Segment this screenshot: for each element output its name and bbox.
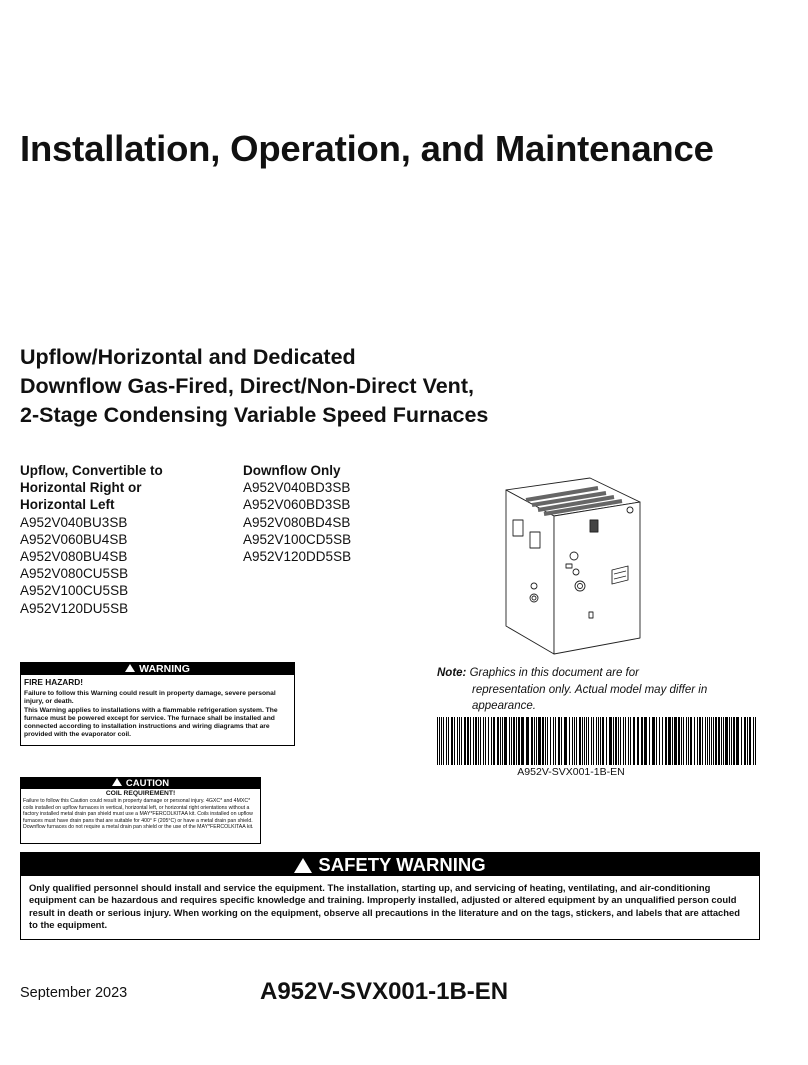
barcode-bar <box>606 717 607 765</box>
barcode-bar <box>628 717 629 765</box>
barcode-bar <box>475 717 477 765</box>
barcode-bar <box>615 717 617 765</box>
barcode-bar <box>441 717 442 765</box>
graphics-note <box>437 665 757 715</box>
model-number: A952V120DU5SB <box>20 600 129 616</box>
barcode-bar <box>733 717 735 765</box>
barcode-bar <box>542 717 544 765</box>
model-number: A952V100CU5SB <box>20 583 129 599</box>
barcode-bar <box>707 717 708 765</box>
caution-title: COIL REQUIREMENT! <box>105 790 176 797</box>
barcode-bar <box>485 717 486 765</box>
safety-header-label: SAFETY WARNING <box>318 854 486 875</box>
subtitle-line: Downflow Gas-Fired, Direct/Non-Direct Vent, <box>20 374 474 398</box>
barcode-bar <box>637 717 639 765</box>
barcode-bar <box>699 717 701 765</box>
barcode-bar <box>598 717 599 765</box>
barcode-bar <box>536 717 537 765</box>
barcode-bar <box>521 717 524 765</box>
barcode-bar <box>659 717 660 765</box>
barcode-bar <box>488 717 489 765</box>
page-title: Installation, Operation, and Maintenance <box>20 128 714 169</box>
barcode-bar <box>553 717 554 765</box>
barcode-text: A952V-SVX001-1B-EN <box>517 766 625 778</box>
barcode-bar <box>582 717 583 765</box>
barcode-bar <box>725 717 728 765</box>
barcode-bar <box>538 717 541 765</box>
barcode-bar <box>561 717 562 765</box>
warning-text: This Warning applies to installations with a flammable refrigeration system. The furnace must be powered except for service. The furnace shall be installed and connected according to installation instructions and wiring diagrams that are provided with the evaporator coil. <box>24 706 278 739</box>
barcode-bar <box>683 717 684 765</box>
note-label: Note: <box>437 667 467 679</box>
barcode-bar <box>755 717 756 765</box>
barcode-bar <box>600 717 601 765</box>
barcode-bar <box>623 717 624 765</box>
barcode-bar <box>744 717 746 765</box>
barcode-bar <box>509 717 510 765</box>
barcode-bar <box>618 717 619 765</box>
barcode-bar <box>518 717 520 765</box>
barcode-bar <box>448 717 449 765</box>
barcode-bar <box>633 717 635 765</box>
product-subtitle <box>20 343 488 430</box>
barcode-bar <box>736 717 739 765</box>
barcode-bar <box>709 717 710 765</box>
safety-header <box>21 853 759 876</box>
warning-triangle-icon <box>294 858 312 873</box>
barcode-bar <box>711 717 712 765</box>
barcode-bar <box>572 717 573 765</box>
model-number: A952V080CU5SB <box>20 566 129 582</box>
barcode-bar <box>602 717 604 765</box>
barcode-bar <box>584 717 585 765</box>
safety-warning-box <box>20 852 760 940</box>
barcode-bar <box>478 717 479 765</box>
model-number: A952V080BU4SB <box>20 549 128 565</box>
barcode-bar <box>741 717 742 765</box>
barcode-bar <box>550 717 551 765</box>
barcode-bar <box>483 717 484 765</box>
barcode-bar <box>749 717 751 765</box>
barcode-bar <box>457 717 458 765</box>
barcode-bar <box>513 717 515 765</box>
barcode-bar <box>668 717 671 765</box>
barcode-bar <box>652 717 655 765</box>
barcode-bar <box>502 717 503 765</box>
barcode-bar <box>591 717 592 765</box>
coil-requirement-caution-box <box>20 777 261 844</box>
barcode-bar <box>446 717 447 765</box>
barcode-bar <box>454 717 455 765</box>
warning-title: FIRE HAZARD! <box>24 677 83 687</box>
barcode-bar <box>493 717 495 765</box>
barcode-bar <box>731 717 732 765</box>
model-number: A952V100CD5SB <box>243 531 352 547</box>
model-number: A952V040BU3SB <box>20 514 128 530</box>
safety-text: Only qualified personnel should install and service the equipment. The installation, starting up, and servicing of heating, ventilating, and air-conditioning equipment can be hazardous and requires specific knowledge and training. Improperly installed, adjusted or altered equipment by an unqualified person could result in death or serious injury. When working on the equipment, observe all precautions in the literature and on the tags, stickers, and labels that are attached to the equipment. <box>29 882 740 930</box>
barcode-bar <box>723 717 724 765</box>
barcode-bar <box>721 717 722 765</box>
barcode-bar <box>497 717 499 765</box>
model-number: A952V040BD3SB <box>243 480 351 496</box>
barcode-bar <box>534 717 535 765</box>
warning-header <box>21 663 294 675</box>
publication-date: September 2023 <box>20 985 128 1001</box>
barcode-bar <box>576 717 577 765</box>
model-number: A952V120DD5SB <box>243 549 352 565</box>
barcode-bar <box>500 717 501 765</box>
barcode-bar <box>665 717 667 765</box>
barcode-bar <box>690 717 692 765</box>
barcode <box>436 717 758 767</box>
barcode-bar <box>678 717 680 765</box>
barcode-bar <box>459 717 460 765</box>
barcode-bar <box>588 717 589 765</box>
upflow-heading-line: Horizontal Right or <box>20 480 142 496</box>
document-number: A952V-SVX001-1B-EN <box>260 978 509 1005</box>
barcode-bar <box>461 717 462 765</box>
barcode-bar <box>729 717 730 765</box>
caution-header <box>21 778 260 789</box>
barcode-bar <box>747 717 748 765</box>
downflow-heading: Downflow Only <box>243 463 341 478</box>
downflow-model-list <box>243 462 351 565</box>
barcode-bar <box>596 717 597 765</box>
barcode-bar <box>641 717 643 765</box>
barcode-bar <box>715 717 717 765</box>
barcode-bar <box>674 717 677 765</box>
barcode-bar <box>470 717 471 765</box>
barcode-bar <box>451 717 453 765</box>
barcode-bar <box>625 717 626 765</box>
note-text: Graphics in this document are for <box>469 667 639 679</box>
subtitle-line: 2-Stage Condensing Variable Speed Furnaces <box>20 403 489 427</box>
barcode-bar <box>644 717 647 765</box>
fire-hazard-warning-box <box>20 662 295 746</box>
barcode-bar <box>593 717 594 765</box>
barcode-bar <box>656 717 657 765</box>
model-number: A952V080BD4SB <box>243 514 351 530</box>
warning-header-label: WARNING <box>139 663 190 675</box>
barcode-bar <box>620 717 621 765</box>
barcode-bar <box>504 717 507 765</box>
warning-triangle-icon <box>125 664 135 672</box>
barcode-bar <box>718 717 720 765</box>
note-text: appearance. <box>472 700 536 712</box>
barcode-bar <box>686 717 687 765</box>
barcode-bar <box>545 717 546 765</box>
barcode-bar <box>609 717 612 765</box>
warning-text: Failure to follow this Warning could result in property damage, severe personal injury, or death. <box>24 690 276 706</box>
barcode-bar <box>613 717 614 765</box>
upflow-heading-line: Horizontal Left <box>20 497 115 513</box>
barcode-bar <box>491 717 492 765</box>
barcode-bar <box>555 717 556 765</box>
barcode-bar <box>516 717 517 765</box>
upflow-heading-line: Upflow, Convertible to <box>20 463 163 478</box>
note-text: representation only. Actual model may differ in <box>472 683 708 696</box>
barcode-bar <box>688 717 689 765</box>
furnace-illustration <box>494 476 644 656</box>
model-number: A952V060BD3SB <box>243 497 351 513</box>
barcode-bar <box>753 717 754 765</box>
barcode-bar <box>437 717 438 765</box>
warning-triangle-icon <box>112 778 122 786</box>
barcode-bar <box>702 717 703 765</box>
barcode-bar <box>579 717 581 765</box>
barcode-bar <box>649 717 650 765</box>
barcode-bar <box>697 717 698 765</box>
barcode-bar <box>558 717 560 765</box>
barcode-bar <box>443 717 444 765</box>
caution-header-label: CAUTION <box>125 778 170 789</box>
barcode-bar <box>694 717 695 765</box>
barcode-bar <box>526 717 529 765</box>
barcode-bar <box>574 717 575 765</box>
barcode-bar <box>473 717 474 765</box>
barcode-bar <box>480 717 481 765</box>
barcode-bar <box>672 717 673 765</box>
model-number: A952V060BU4SB <box>20 531 128 547</box>
barcode-bar <box>705 717 706 765</box>
barcode-bar <box>464 717 466 765</box>
caution-text: Failure to follow this Caution could result in property damage or personal injury. 4GXC* and 4MXC* coils installed on upflow furnaces in vertical, horizontal left, or horizontal right orientations without a factory installed metal drain pan shield must use a MAY*FERCOLKITAA kit. Coils installed on upflow furnaces must have drain pans that are suitable for 400° F (205°C) or have a metal drain pan shield. Downflow furnaces do not require a metal drain pan shield or the use of the MAY*FERCOLKITAA kit. <box>23 798 254 831</box>
barcode-bar <box>467 717 469 765</box>
upflow-model-list <box>20 462 163 617</box>
barcode-bar <box>586 717 587 765</box>
barcode-bar <box>630 717 631 765</box>
barcode-bar <box>681 717 682 765</box>
subtitle-line: Upflow/Horizontal and Dedicated <box>20 345 356 369</box>
barcode-bar <box>547 717 548 765</box>
barcode-bar <box>569 717 570 765</box>
barcode-bar <box>662 717 663 765</box>
barcode-bar <box>564 717 567 765</box>
barcode-bar <box>511 717 512 765</box>
barcode-bar <box>531 717 533 765</box>
barcode-bar <box>439 717 440 765</box>
barcode-bar <box>713 717 714 765</box>
